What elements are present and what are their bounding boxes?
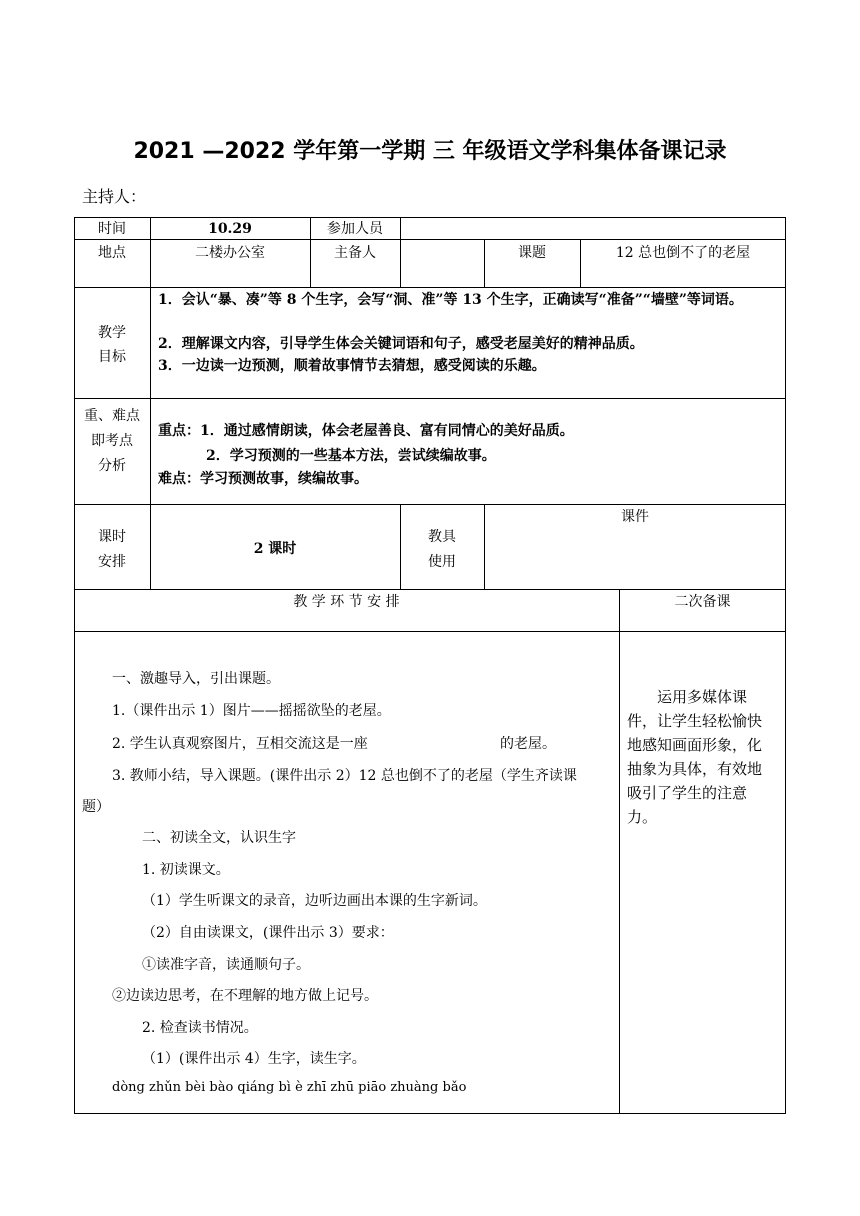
process-line-9: ①读准字音，读通顺句子。	[142, 957, 310, 973]
process-line-3b: 的老屋。	[500, 736, 556, 752]
process-line-12: （1）(课件出示 4）生字，读生字。	[142, 1051, 366, 1067]
pinyin-line: dòng zhǔn bèi bào qiáng bì è zhī zhū piāo zhuàng bǎo	[112, 1080, 467, 1095]
key-points-label-2: 即考点	[91, 433, 133, 449]
second-prep-header: 二次备课	[674, 594, 731, 610]
topic-label: 课题	[518, 245, 546, 261]
key-point-line-1: 重点：1．通过感情朗读，体会老屋善良、富有同情心的美好品质。	[158, 423, 574, 439]
page-title: 2021 —2022 学年第一学期 三 年级语文学科集体备课记录	[133, 139, 727, 164]
process-line-3a: 2. 学生认真观察图片，互相交流这是一座	[112, 736, 368, 752]
goal-item-1: 1．会认“暴、凑”等 8 个生字，会写“洞、准”等 13 个生字，正确读写“准备”“墙壁”等词语。	[158, 292, 743, 308]
process-header: 教 学 环 节 安 排	[293, 594, 400, 610]
process-line-8: （2）自由读课文，(课件出示 3）要求：	[142, 925, 394, 941]
goals-label-2: 目标	[98, 349, 126, 365]
goal-item-3: 3．一边读一边预测，顺着故事情节去猜想，感受阅读的乐趣。	[158, 358, 546, 374]
second-prep-note: 运用多媒体课件，让学生轻松愉快地感知画面形象，化抽象为具体，有效地吸引了学生的注意力。	[627, 688, 763, 826]
process-line-4-cont: 题）	[82, 799, 110, 815]
process-line-10: ②边读边思考，在不理解的地方做上记号。	[112, 988, 378, 1004]
process-line-6: 1. 初读课文。	[142, 862, 230, 878]
key-point-line-3: 难点：学习预测故事，续编故事。	[158, 471, 368, 487]
preparer-label: 主备人	[334, 245, 376, 261]
time-label: 时间	[98, 221, 126, 237]
process-line-11: 2. 检查读书情况。	[142, 1020, 258, 1036]
goal-item-2: 2．理解课文内容，引导学生体会关键词语和句子，感受老屋美好的精神品质。	[158, 336, 644, 352]
host-label: 主持人：	[82, 187, 147, 206]
tools-label-1: 教具	[428, 529, 456, 545]
process-line-1: 一、激趣导入，引出课题。	[112, 671, 280, 687]
process-line-5: 二、初读全文，认识生字	[142, 830, 296, 846]
tools-value: 课件	[621, 509, 649, 525]
topic-value: 12 总也倒不了的老屋	[615, 245, 751, 261]
place-value: 二楼办公室	[195, 245, 265, 261]
tools-label-2: 使用	[428, 554, 456, 570]
process-line-4: 3. 教师小结，导入课题。(课件出示 2）12 总也倒不了的老屋（学生齐读课	[112, 768, 577, 784]
schedule-value: 2 课时	[253, 541, 297, 557]
time-value: 10.29	[208, 221, 252, 237]
place-label: 地点	[98, 245, 126, 261]
participants-label: 参加人员	[327, 221, 383, 237]
process-line-7: （1）学生听课文的录音，边听边画出本课的生字新词。	[142, 893, 487, 909]
goals-label-1: 教学	[98, 325, 126, 341]
schedule-label-2: 安排	[98, 554, 126, 570]
key-points-label-3: 分析	[98, 458, 126, 474]
key-points-label-1: 重、难点	[84, 408, 140, 424]
key-point-line-2: 2．学习预测的一些基本方法，尝试续编故事。	[206, 448, 496, 464]
schedule-label-1: 课时	[98, 529, 126, 545]
process-line-2: 1.（课件出示 1）图片——摇摇欲坠的老屋。	[112, 703, 391, 719]
